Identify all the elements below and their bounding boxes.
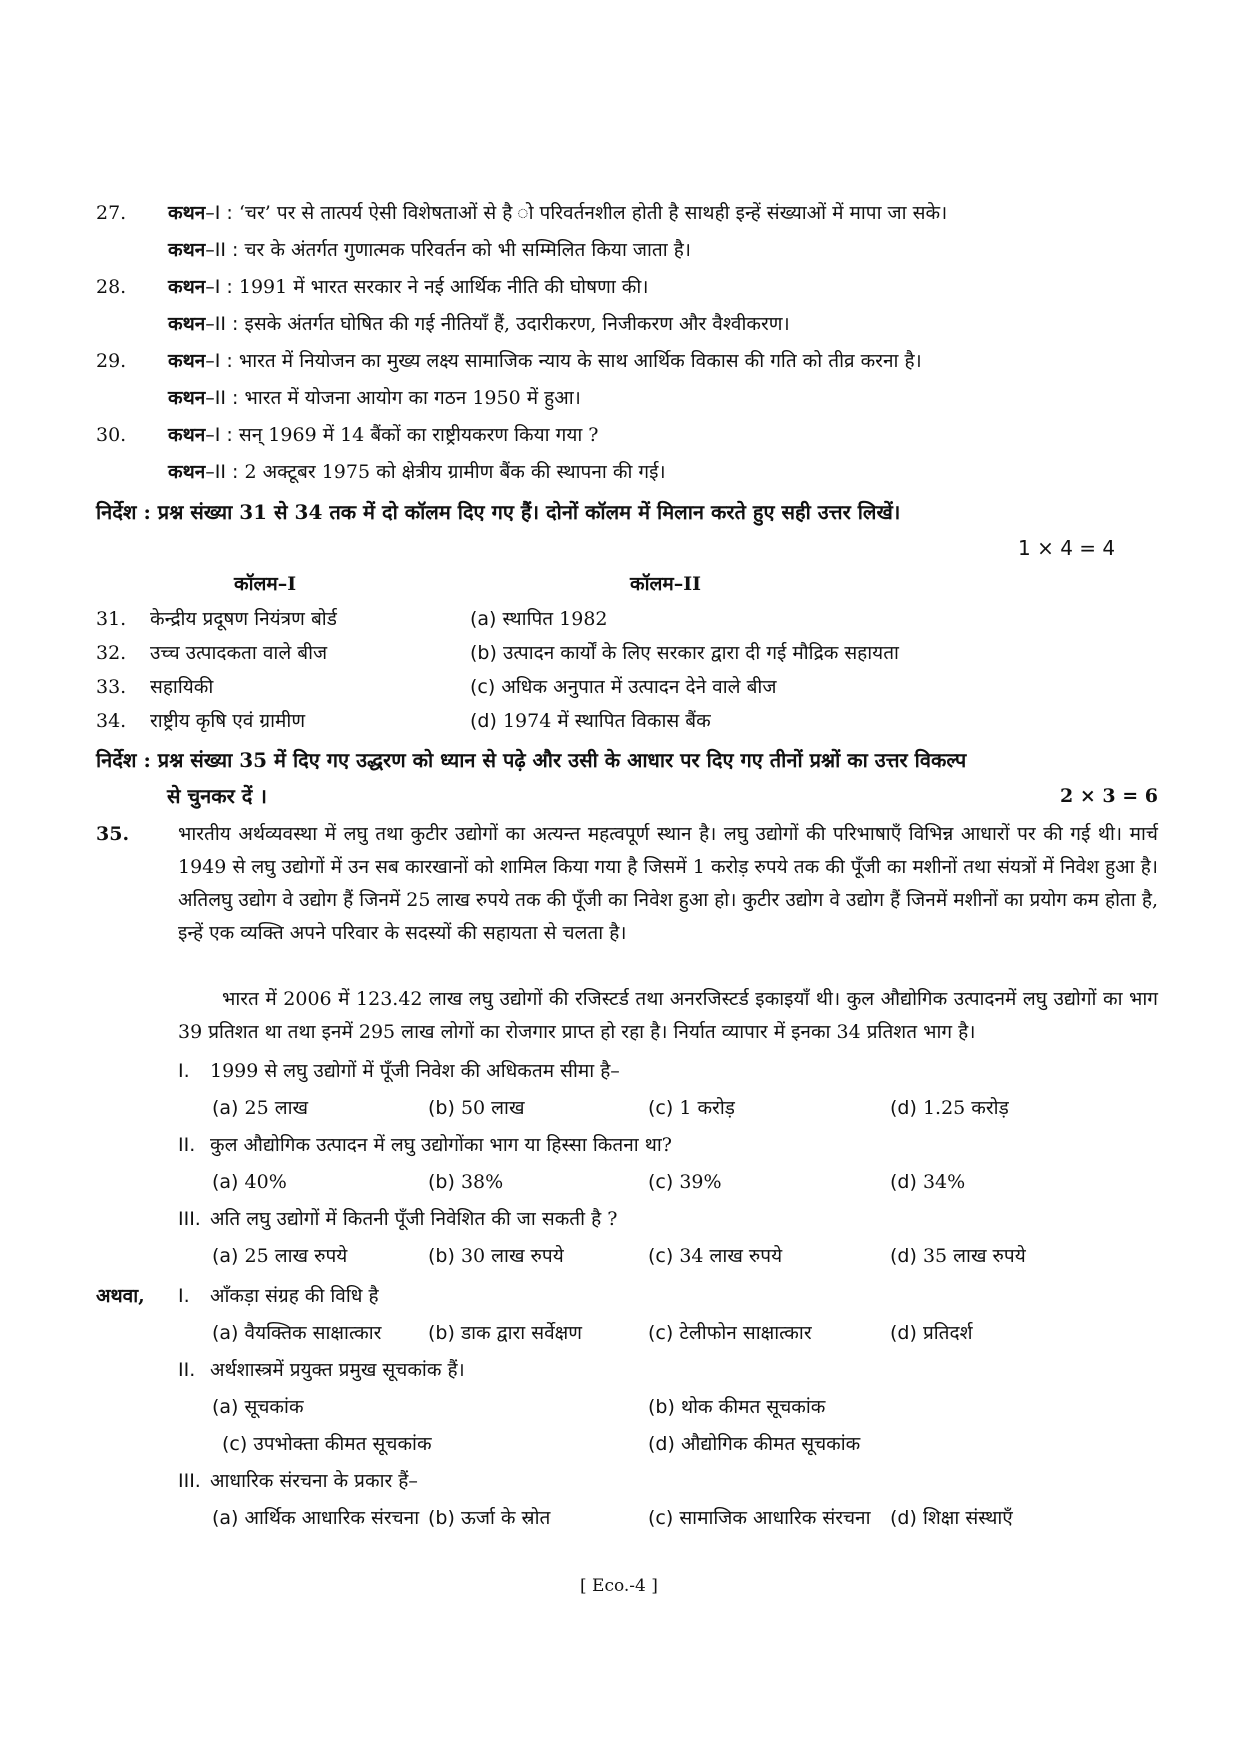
question-number: 29. (96, 350, 127, 372)
passage-paragraph-2: भारत में 2006 में 123.42 लाख लघु उद्योगों की रजिस्टर्ड तथा अनरजिस्टर्ड इकाइयाँ थी। कुल औद्योगिक उत्पादनमें लघु उद्योगों का भाग 39 प्रतिशत था तथा इनमें 295 लाख लोगों का रोजगार प्राप्त हो रहा है। निर्यात व्यापार में इनका 34 प्रतिशत भाग है। (178, 988, 1158, 1043)
subquestion-number: I. (178, 1285, 190, 1307)
subquestion-number: III. (178, 1470, 201, 1492)
subquestion-text: अति लघु उद्योगों में कितनी पूँजी निवेशित की जा सकती है ? (210, 1208, 618, 1230)
option: (d) 34% (890, 1171, 966, 1193)
option: (b) 30 लाख रुपये (428, 1245, 564, 1267)
or-label: अथवा, (96, 1285, 145, 1307)
option: (a) सूचकांक (212, 1396, 304, 1418)
marks-match: 1 × 4 = 4 (1018, 536, 1116, 560)
option: (a) 25 लाख (212, 1097, 309, 1119)
match-number: 31. (96, 608, 127, 630)
statement-1: कथन–I : 1991 में भारत सरकार ने नई आर्थिक नीति की घोषणा की। (168, 276, 649, 298)
column-1-header: कॉलम–I (234, 573, 297, 595)
question-number: 30. (96, 424, 127, 446)
page-footer: [ Eco.-4 ] (580, 1576, 658, 1596)
option: (c) 1 करोड़ (648, 1097, 735, 1119)
subquestion-text: आँकड़ा संग्रह की विधि है (210, 1285, 379, 1307)
directive-passage-cont: से चुनकर दें । (167, 784, 267, 808)
match-left: उच्च उत्पादकता वाले बीज (150, 642, 328, 664)
match-right: (a) स्थापित 1982 (470, 608, 608, 630)
match-right: (b) उत्पादन कार्यों के लिए सरकार द्वारा दी गई मौद्रिक सहायता (470, 642, 899, 664)
statement-2: कथन–II : 2 अक्टूबर 1975 को क्षेत्रीय ग्रामीण बैंक की स्थापना की गई। (168, 461, 666, 483)
option: (b) थोक कीमत सूचकांक (648, 1396, 826, 1418)
match-right: (c) अधिक अनुपात में उत्पादन देने वाले बीज (470, 676, 777, 698)
match-left: केन्द्रीय प्रदूषण नियंत्रण बोर्ड (150, 608, 337, 630)
statement-2: कथन–II : चर के अंतर्गत गुणात्मक परिवर्तन को भी सम्मिलित किया जाता है। (168, 239, 691, 261)
subquestion-number: II. (178, 1359, 196, 1381)
statement-1: कथन–I : सन् 1969 में 14 बैंकों का राष्ट्रीयकरण किया गया ? (168, 424, 599, 446)
option: (b) 50 लाख (428, 1097, 525, 1119)
option: (c) सामाजिक आधारिक संरचना (648, 1507, 871, 1529)
match-left: राष्ट्रीय कृषि एवं ग्रामीण (150, 710, 306, 732)
option: (a) आर्थिक आधारिक संरचना (212, 1507, 420, 1529)
option: (d) शिक्षा संस्थाएँ (890, 1507, 1013, 1529)
subquestion-number: II. (178, 1134, 196, 1156)
statement-2: कथन–II : भारत में योजना आयोग का गठन 1950 में हुआ। (168, 387, 581, 409)
question-number: 35. (96, 823, 130, 845)
subquestion-number: I. (178, 1060, 190, 1082)
match-right: (d) 1974 में स्थापित विकास बैंक (470, 710, 711, 732)
question-number: 27. (96, 202, 127, 224)
option: (b) ऊर्जा के स्रोत (428, 1507, 551, 1529)
option: (c) 39% (648, 1171, 722, 1193)
option: (b) 38% (428, 1171, 504, 1193)
subquestion-text: कुल औद्योगिक उत्पादन में लघु उद्योगोंका भाग या हिस्सा कितना था? (210, 1134, 672, 1156)
subquestion-number: III. (178, 1208, 201, 1230)
match-number: 33. (96, 676, 127, 698)
option: (b) डाक द्वारा सर्वेक्षण (428, 1322, 583, 1344)
subquestion-text: 1999 से लघु उद्योगों में पूँजी निवेश की अधिकतम सीमा है– (210, 1060, 620, 1082)
statement-2: कथन–II : इसके अंतर्गत घोषित की गई नीतियाँ हैं, उदारीकरण, निजीकरण और वैश्वीकरण। (168, 313, 790, 335)
statement-1: कथन–I : ‘चर’ पर से तात्पर्य ऐसी विशेषताओं से है ो परिवर्तनशील होती है साथही इन्हें संख्याओं में मापा जा सके। (168, 202, 948, 224)
option: (a) 40% (212, 1171, 287, 1193)
option: (a) 25 लाख रुपये (212, 1245, 348, 1267)
option: (c) 34 लाख रुपये (648, 1245, 783, 1267)
statement-1: कथन–I : भारत में नियोजन का मुख्य लक्ष्य सामाजिक न्याय के साथ आर्थिक विकास की गति को तीव्र करना है। (168, 350, 922, 372)
option: (a) वैयक्तिक साक्षात्कार (212, 1322, 382, 1344)
match-left: सहायिकी (150, 676, 214, 698)
subquestion-text: आधारिक संरचना के प्रकार हैं– (210, 1470, 418, 1492)
option: (d) औद्योगिक कीमत सूचकांक (648, 1433, 861, 1455)
directive-match: निर्देश : प्रश्न संख्या 31 से 34 तक में दो कॉलम दिए गए हैं। दोनों कॉलम में मिलान करते हुए सही उत्तर लिखें। (96, 500, 901, 524)
option: (d) प्रतिदर्श (890, 1322, 973, 1344)
option: (c) उपभोक्ता कीमत सूचकांक (222, 1433, 432, 1455)
match-number: 32. (96, 642, 127, 664)
question-number: 28. (96, 276, 127, 298)
directive-passage: निर्देश : प्रश्न संख्या 35 में दिए गए उद्धरण को ध्यान से पढ़े और उसी के आधार पर दिए गए तीनों प्रश्नों का उत्तर विकल्प (96, 748, 967, 772)
option: (c) टेलीफोन साक्षात्कार (648, 1322, 812, 1344)
option: (d) 1.25 करोड़ (890, 1097, 1009, 1119)
passage-paragraph-1: भारतीय अर्थव्यवस्था में लघु तथा कुटीर उद्योगों का अत्यन्त महत्वपूर्ण स्थान है। लघु उद्योगों की परिभाषाएँ विभिन्न आधारों पर की गई थी। मार्च 1949 से लघु उद्योगों में उन सब कारखानों को शामिल किया गया है जिसमें 1 करोड़ रुपये तक की पूँजी का मशीनों तथा संयत्रों में निवेश हुआ है। अतिलघु उद्योग वे उद्योग हैं जिनमें 25 लाख रुपये तक की पूँजी का निवेश हुआ हो। कुटीर उद्योग वे उद्योग हैं जिनमें मशीनों का प्रयोग कम होता है, इन्हें एक व्यक्ति अपने परिवार के सदस्यों की सहायता से चलता है। (178, 823, 1158, 944)
subquestion-text: अर्थशास्त्रमें प्रयुक्त प्रमुख सूचकांक हैं। (210, 1359, 465, 1381)
option: (d) 35 लाख रुपये (890, 1245, 1026, 1267)
column-2-header: कॉलम–II (630, 573, 702, 595)
marks-passage: 2 × 3 = 6 (1060, 785, 1158, 807)
match-number: 34. (96, 710, 127, 732)
